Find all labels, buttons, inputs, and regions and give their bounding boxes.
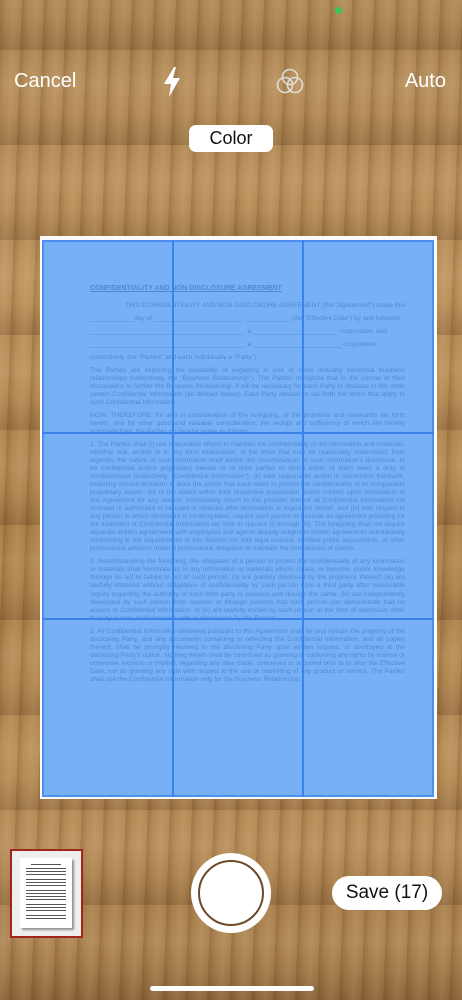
auto-capture-toggle[interactable]: Auto (404, 70, 446, 92)
top-toolbar (0, 0, 462, 170)
filter-icon[interactable] (274, 66, 306, 98)
shutter-button[interactable] (191, 853, 271, 933)
home-indicator[interactable] (150, 986, 314, 991)
detection-gridline (302, 240, 304, 797)
document-detection-overlay (42, 240, 434, 797)
detection-gridline (42, 432, 434, 434)
cancel-button[interactable]: Cancel (14, 70, 77, 92)
detection-gridline (172, 240, 174, 797)
save-button[interactable]: Save (17) (332, 876, 442, 910)
scanned-pages-thumbnail[interactable] (10, 849, 83, 938)
shutter-button-inner (198, 860, 264, 926)
color-mode-button[interactable]: Color (189, 125, 273, 152)
camera-active-indicator (335, 7, 342, 14)
detection-gridline (42, 618, 434, 620)
flash-icon[interactable] (161, 66, 183, 98)
thumbnail-page (20, 858, 72, 928)
